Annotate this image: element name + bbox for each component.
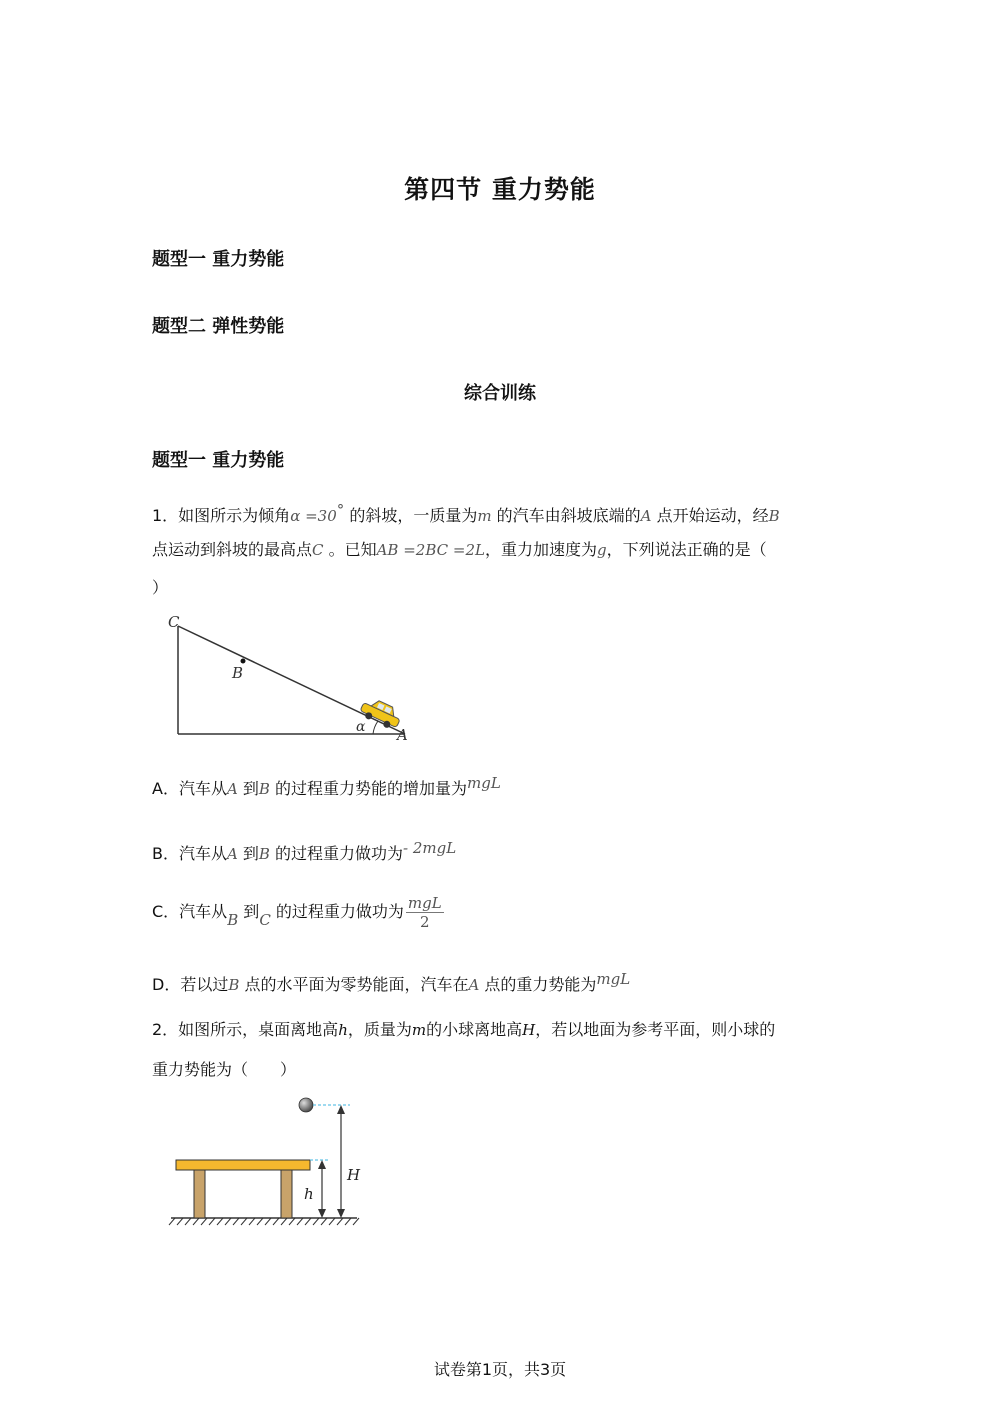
comprehensive-heading: 综合训练 [464, 383, 536, 404]
page-title: 第四节 重力势能 [404, 175, 596, 204]
label-b: B [232, 664, 244, 682]
fraction-numerator: mgL [407, 894, 442, 912]
label-a: A [397, 726, 408, 744]
table-top [176, 1160, 310, 1170]
point-b-dot [241, 659, 246, 664]
label-alpha: α [356, 719, 366, 735]
section-heading-type2: 题型二 弹性势能 [152, 316, 285, 337]
incline-figure [160, 610, 430, 745]
label-big-h: H [347, 1166, 361, 1184]
label-small-h: h [304, 1185, 314, 1203]
table-figure [165, 1092, 380, 1232]
ground-hatching [169, 1218, 359, 1225]
section-heading-type1: 题型一 重力势能 [152, 249, 285, 270]
option-c[interactable]: C．汽车从B 到C 的过程重力做功为 $\frac{\text{mgL}}{2}$ [152, 894, 442, 931]
fraction-denominator: 2 [420, 913, 430, 931]
option-d[interactable]: D．若以过B 点的水平面为零势能面，汽车在A 点的重力势能为mgL [152, 970, 631, 994]
q2-line1: 2．如图所示，桌面离地高h，质量为m的小球离地高H，若以地面为参考平面，则小球的 [152, 1020, 776, 1039]
page-footer: 试卷第1页，共3页 [433, 1360, 567, 1379]
label-c: C [168, 613, 180, 631]
table-leg-left [194, 1170, 205, 1218]
angle-arc [373, 721, 378, 734]
q1-line1: 1．如图所示为倾角α =30° 的斜坡，一质量为m 的汽车由斜坡底端的A 点开始运动，经B [152, 501, 780, 525]
option-b[interactable]: B．汽车从A 到B 的过程重力做功为- 2mgL [152, 839, 457, 863]
table-leg-right [281, 1170, 292, 1218]
q2-line2: 重力势能为（ ） [152, 1060, 297, 1079]
q1-line3: ） [152, 578, 169, 597]
q1-line2: 点运动到斜坡的最高点C 。已知AB =2BC =2L，重力加速度为g，下列说法正确的是（ [152, 540, 767, 559]
ball-icon [299, 1098, 313, 1112]
section-heading-type1-again: 题型一 重力势能 [152, 450, 285, 471]
option-a[interactable]: A．汽车从A 到B 的过程重力势能的增加量为mgL [152, 774, 501, 798]
